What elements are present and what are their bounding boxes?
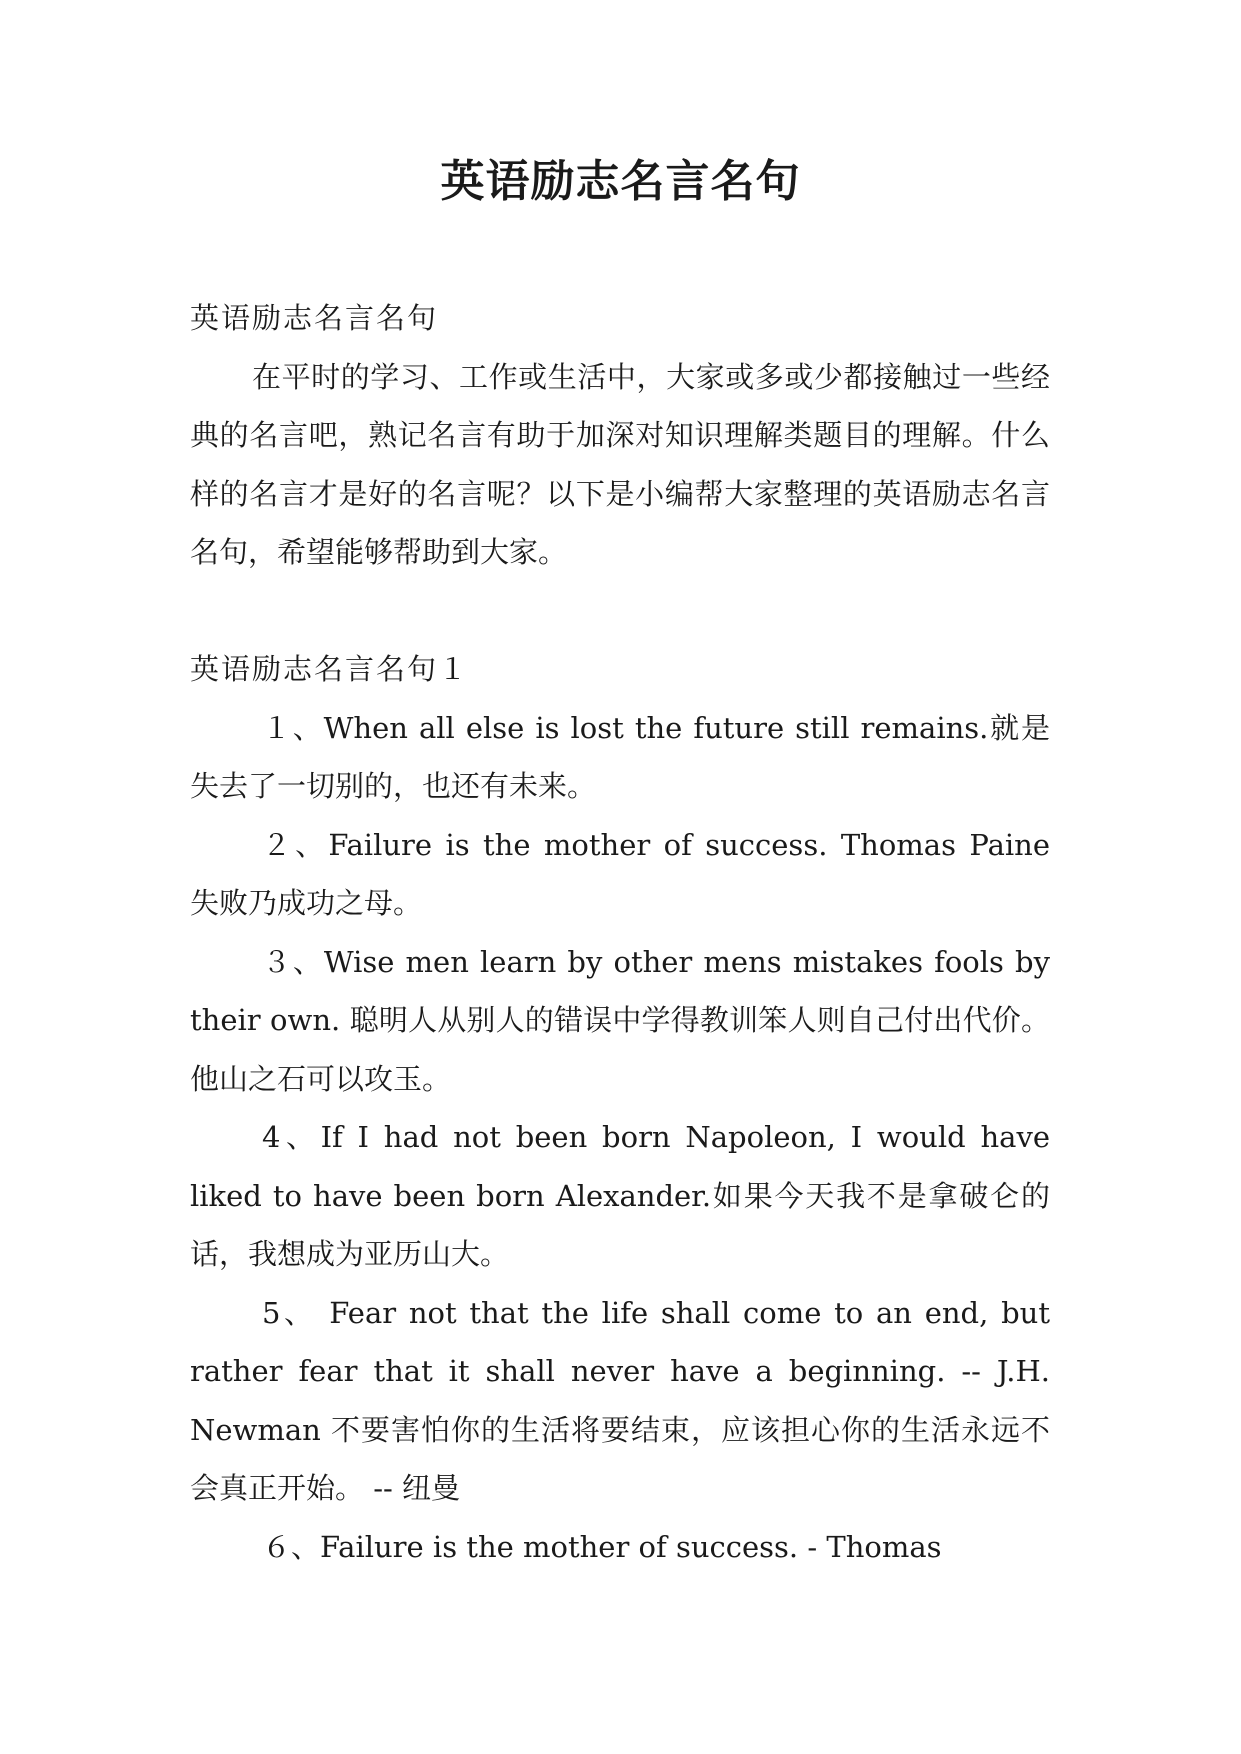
- subheading: 英语励志名言名句: [190, 301, 439, 335]
- quote-paragraph: 4、If I had not been born Napoleon, I would have liked to have been born Alexander.如果今天我不是拿破仑的话，我想成为亚历山大。: [190, 1120, 1050, 1271]
- quote-paragraph: ３、Wise men learn by other mens mistakes fools by their own. 聪明人从别人的错误中学得教训笨人则自己付出代价。他山之石可以攻玉。: [190, 944, 1050, 1096]
- quote-paragraph: 5、 Fear not that the life shall come to an end, but rather fear that it shall never have a beginning. -- J.H. Newman 不要害怕你的生活将要结束，应该担心你的生活永远不会真正开始。 -- 纽曼: [190, 1295, 1050, 1505]
- paragraph-spacer: [190, 582, 1050, 641]
- document-body: [190, 289, 1050, 1576]
- document-title: 英语励志名言名句: [440, 156, 801, 207]
- quote-paragraph: ２、Failure is the mother of success. Thomas Paine 失败乃成功之母。: [190, 827, 1050, 920]
- quote-paragraph: １、When all else is lost the future still remains.就是失去了一切别的，也还有未来。: [190, 710, 1050, 803]
- quote-paragraph: ６、Failure is the mother of success. - Thomas: [262, 1529, 942, 1564]
- intro-paragraph: 在平时的学习、工作或生活中，大家或多或少都接触过一些经典的名言吧，熟记名言有助于加深对知识理解类题目的理解。什么样的名言才是好的名言呢？以下是小编帮大家整理的英语励志名言名句，希望能够帮助到大家。: [190, 359, 1050, 569]
- section-heading: 英语励志名言名句１: [190, 652, 470, 686]
